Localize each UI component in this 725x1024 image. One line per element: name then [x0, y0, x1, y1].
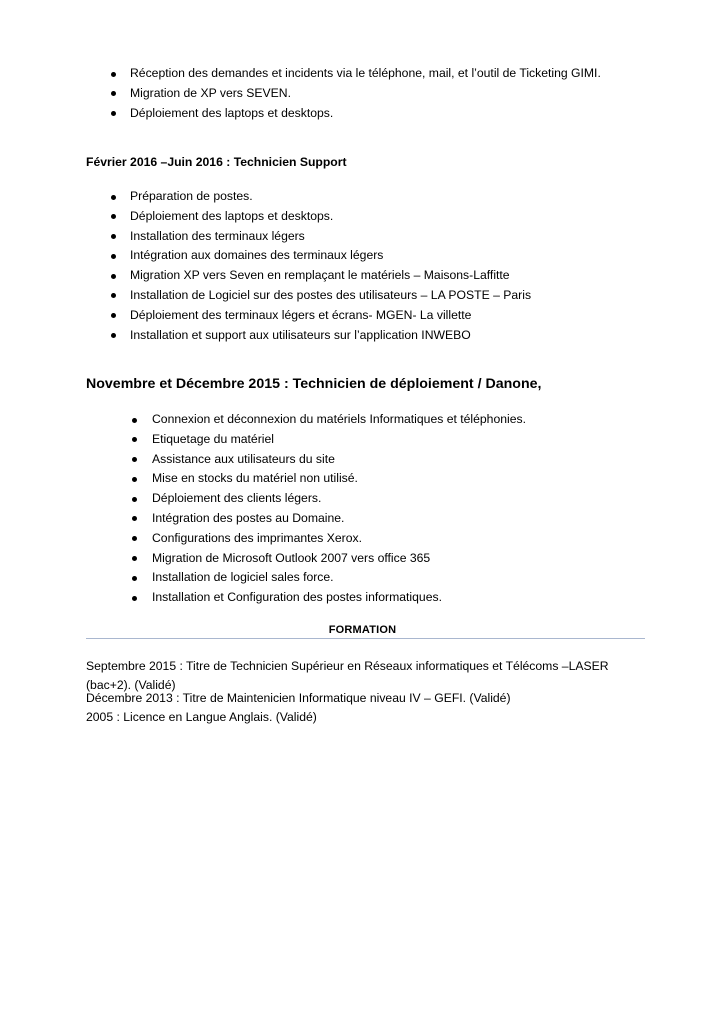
bullet-icon	[132, 516, 137, 521]
list-item	[152, 450, 526, 470]
list-item-text: Migration de Microsoft Outlook 2007 vers office 365	[152, 550, 431, 565]
bullet-icon	[132, 418, 137, 423]
list-item-text: Etiquetage du matériel	[152, 431, 274, 446]
list-item-text: Assistance aux utilisateurs du site	[152, 451, 335, 466]
bullet-icon	[132, 596, 137, 601]
list-item-text: Mise en stocks du matériel non utilisé.	[152, 471, 358, 486]
list-item-text: Migration de XP vers SEVEN.	[130, 85, 291, 100]
bullet-icon	[132, 457, 137, 462]
formation-entry: Décembre 2013 : Titre de Maintenicien Informatique niveau IV – GEFI. (Validé)	[86, 691, 511, 705]
list-item-text: Installation de Logiciel sur des postes des utilisateurs – LA POSTE – Paris	[130, 287, 532, 302]
bullet-icon	[111, 234, 116, 239]
top-task-list	[130, 64, 601, 123]
bullet-icon	[111, 254, 116, 259]
bullet-icon	[132, 576, 137, 581]
bullet-icon	[132, 437, 137, 442]
list-item	[130, 286, 531, 306]
list-item-text: Migration XP vers Seven en remplaçant le matériels – Maisons-Laffitte	[130, 268, 510, 283]
list-item-text: Préparation de postes.	[130, 189, 253, 203]
bullet-icon	[111, 274, 116, 279]
bullet-icon	[111, 195, 116, 200]
list-item-text: Installation des terminaux légers	[130, 228, 305, 243]
job-heading-nov-2015: Novembre et Décembre 2015 : Technicien de déploiement / Danone,	[86, 376, 542, 392]
formation-entry: 2005 : Licence en Langue Anglais. (Validé)	[86, 710, 317, 724]
section-divider	[86, 638, 645, 639]
list-item	[152, 588, 526, 608]
list-item	[152, 469, 526, 489]
formation-section-title: FORMATION	[328, 624, 397, 636]
bullet-icon	[111, 333, 116, 338]
job-heading-feb-2016: Février 2016 –Juin 2016 : Technicien Support	[86, 155, 347, 169]
bullet-icon	[132, 477, 137, 482]
list-item	[130, 306, 531, 326]
list-item	[130, 207, 531, 227]
list-item	[130, 84, 601, 104]
formation-entry-line: (bac+2). (Validé)	[86, 678, 176, 692]
bullet-icon	[111, 111, 116, 116]
job-nov-2015-task-list	[152, 410, 526, 608]
list-item	[130, 246, 531, 266]
list-item-text: Déploiement des terminaux légers et écrans- MGEN- La villette	[130, 307, 472, 322]
formation-entry-line: Septembre 2015 : Titre de Technicien Supérieur en Réseaux informatiques et Télécoms –LASER	[86, 659, 609, 673]
bullet-icon	[132, 556, 137, 561]
list-item-text: Intégration des postes au Domaine.	[152, 510, 345, 525]
list-item-text: Réception des demandes et incidents via le téléphone, mail, et l’outil de Ticketing GIMI.	[130, 66, 601, 80]
list-item	[152, 568, 526, 588]
bullet-icon	[132, 536, 137, 541]
bullet-icon	[111, 293, 116, 298]
list-item	[130, 64, 601, 84]
list-item-text: Intégration aux domaines des terminaux légers	[130, 248, 384, 263]
job-feb-2016-task-list	[130, 187, 531, 345]
list-item-text: Installation et Configuration des postes informatiques.	[152, 590, 442, 605]
list-item	[152, 509, 526, 529]
bullet-icon	[111, 72, 116, 77]
list-item-text: Installation et support aux utilisateurs sur l’application INWEBO	[130, 327, 471, 342]
list-item-text: Déploiement des clients légers.	[152, 491, 322, 506]
list-item	[152, 430, 526, 450]
list-item	[152, 410, 526, 430]
list-item-text: Installation de logiciel sales force.	[152, 570, 334, 585]
list-item	[130, 104, 601, 124]
list-item	[130, 266, 531, 286]
list-item-text: Configurations des imprimantes Xerox.	[152, 530, 362, 545]
list-item-text: Déploiement des laptops et desktops.	[130, 208, 334, 223]
list-item	[152, 549, 526, 569]
list-item	[130, 227, 531, 247]
list-item-text: Déploiement des laptops et desktops.	[130, 105, 334, 120]
list-item	[152, 529, 526, 549]
list-item-text: Connexion et déconnexion du matériels Informatiques et téléphonies.	[152, 412, 526, 426]
list-item	[130, 326, 531, 346]
list-item	[130, 187, 531, 207]
bullet-icon	[132, 497, 137, 502]
bullet-icon	[111, 313, 116, 318]
list-item	[152, 489, 526, 509]
bullet-icon	[111, 214, 116, 219]
bullet-icon	[111, 91, 116, 96]
